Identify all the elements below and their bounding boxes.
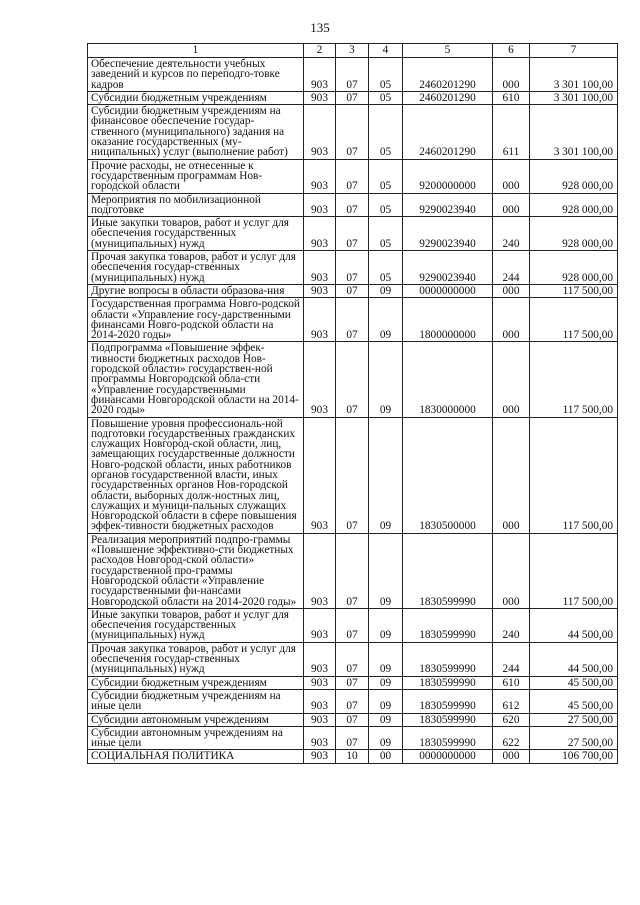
table-row [88,533,618,608]
table-row [88,105,618,159]
table-row [88,726,618,750]
row-expense-type: 244 [493,251,530,285]
row-name: Прочая закупка товаров, работ и услуг для обеспечения государ-ственных (муниципальных) нужд [88,251,304,285]
row-section: 07 [336,689,369,713]
row-name: Подпрограмма «Повышение эффек-тивности бюджетных расходов Нов-городской области» государствен-ной программы Новгородской обла-сти «Управление государственными финансами Новгородской области на 2014-2020 годы» [88,342,304,417]
row-section: 07 [336,713,369,726]
header-cell: 4 [369,44,403,58]
row-code-admin: 903 [304,642,336,676]
row-section: 07 [336,726,369,750]
row-code-admin: 903 [304,193,336,217]
row-code-admin: 903 [304,298,336,342]
row-amount: 3 301 100,00 [530,105,618,159]
row-target-code: 9290023940 [403,217,493,251]
table-row [88,608,618,642]
table-body [88,58,618,764]
row-code-admin: 903 [304,284,336,297]
row-name: Повышение уровня профессиональ-ной подготовки государственных гражданских служащих Новгород-ской области, лиц, замещающих государственные должности Новго-родской области, иных работников органов государственной власти, иных государственных органов Нов-городской области, выборных долж-ностных лиц, служащих и муници-пальных служащих Новгородской области в сфере повышения эффек-тивности бюджетных расходов [88,417,304,533]
row-subsection: 00 [369,750,403,763]
header-cell: 6 [493,44,530,58]
row-target-code: 1830599990 [403,642,493,676]
table-row [88,159,618,193]
row-subsection: 05 [369,105,403,159]
row-subsection: 05 [369,251,403,285]
row-subsection: 09 [369,608,403,642]
row-section: 07 [336,417,369,533]
table-row [88,642,618,676]
header-cell: 3 [336,44,369,58]
row-code-admin: 903 [304,689,336,713]
row-target-code: 1830599990 [403,676,493,689]
table-row [88,676,618,689]
row-code-admin: 903 [304,217,336,251]
row-target-code: 1830599990 [403,533,493,608]
row-expense-type: 610 [493,91,530,104]
row-section: 07 [336,342,369,417]
page-number: 135 [310,20,330,35]
row-amount: 3 301 100,00 [530,58,618,92]
header-cell: 2 [304,44,336,58]
row-target-code: 1830599990 [403,608,493,642]
row-subsection: 09 [369,298,403,342]
row-subsection: 09 [369,726,403,750]
row-target-code: 1830599990 [403,689,493,713]
row-expense-type: 000 [493,193,530,217]
row-subsection: 09 [369,713,403,726]
row-expense-type: 000 [493,298,530,342]
row-subsection: 05 [369,217,403,251]
row-amount: 928 000,00 [530,159,618,193]
row-code-admin: 903 [304,58,336,92]
row-name: Мероприятия по мобилизационной подготовке [88,193,304,217]
row-amount: 44 500,00 [530,608,618,642]
row-target-code: 1830599990 [403,726,493,750]
row-expense-type: 000 [493,533,530,608]
row-name: Иные закупки товаров, работ и услуг для обеспечения государственных (муниципальных) нужд [88,608,304,642]
row-code-admin: 903 [304,417,336,533]
row-subsection: 09 [369,284,403,297]
row-subsection: 05 [369,91,403,104]
row-amount: 27 500,00 [530,726,618,750]
header-row [88,44,618,58]
row-expense-type: 000 [493,58,530,92]
header-cell: 7 [530,44,618,58]
row-name: Субсидии автономным учреждениям [88,713,304,726]
row-name: Субсидии бюджетным учреждениям на иные цели [88,689,304,713]
row-expense-type: 000 [493,417,530,533]
row-name: Прочая закупка товаров, работ и услуг для обеспечения государ-ственных (муниципальных) нужд [88,642,304,676]
row-section: 07 [336,608,369,642]
row-name: Обеспечение деятельности учебных заведений и курсов по переподго-товке кадров [88,58,304,92]
row-subsection: 09 [369,689,403,713]
row-subsection: 09 [369,533,403,608]
row-section: 07 [336,298,369,342]
row-target-code: 0000000000 [403,750,493,763]
row-section: 10 [336,750,369,763]
header-cell: 5 [403,44,493,58]
row-expense-type: 612 [493,689,530,713]
row-amount: 106 700,00 [530,750,618,763]
row-subsection: 09 [369,642,403,676]
row-name: Субсидии бюджетным учреждениям [88,676,304,689]
row-code-admin: 903 [304,251,336,285]
row-name: Субсидии бюджетным учреждениям [88,91,304,104]
row-section: 07 [336,58,369,92]
table-row [88,342,618,417]
row-amount: 117 500,00 [530,342,618,417]
row-section: 07 [336,642,369,676]
row-amount: 3 301 100,00 [530,91,618,104]
row-section: 07 [336,251,369,285]
row-target-code: 2460201290 [403,58,493,92]
row-target-code: 2460201290 [403,105,493,159]
table-row [88,58,618,92]
row-code-admin: 903 [304,342,336,417]
table-row [88,298,618,342]
row-target-code: 1830500000 [403,417,493,533]
row-expense-type: 000 [493,159,530,193]
row-amount: 27 500,00 [530,713,618,726]
row-expense-type: 000 [493,342,530,417]
row-subsection: 05 [369,193,403,217]
row-section: 07 [336,91,369,104]
row-expense-type: 000 [493,750,530,763]
row-code-admin: 903 [304,713,336,726]
row-subsection: 09 [369,342,403,417]
row-section: 07 [336,193,369,217]
row-section: 07 [336,533,369,608]
row-name: Субсидии бюджетным учреждениям на финансовое обеспечение государ-ственного (муниципального) задания на оказание государственных (му-ниципальных) услуг (выполнение работ) [88,105,304,159]
row-target-code: 1830599990 [403,713,493,726]
row-section: 07 [336,284,369,297]
row-expense-type: 620 [493,713,530,726]
row-target-code: 9290023940 [403,193,493,217]
row-name: Государственная программа Новго-родской области «Управление госу-дарственными финансами Новго-родской области на 2014-2020 годы» [88,298,304,342]
row-code-admin: 903 [304,91,336,104]
row-code-admin: 903 [304,608,336,642]
row-target-code: 1800000000 [403,298,493,342]
row-subsection: 05 [369,58,403,92]
row-expense-type: 000 [493,284,530,297]
row-amount: 44 500,00 [530,642,618,676]
row-code-admin: 903 [304,105,336,159]
row-target-code: 2460201290 [403,91,493,104]
row-amount: 928 000,00 [530,251,618,285]
row-name: Другие вопросы в области образова-ния [88,284,304,297]
table-row [88,417,618,533]
row-name: Реализация мероприятий подпро-граммы «Повышение эффективно-сти бюджетных расходов Новгород-ской области» государственной про-граммы Новгородской области «Управление государственными фи-нансами Новгородской области на 2014-2020 годы» [88,533,304,608]
budget-table [87,43,618,764]
row-name: СОЦИАЛЬНАЯ ПОЛИТИКА [88,750,304,763]
table-row [88,284,618,297]
header-cell: 1 [88,44,304,58]
row-amount: 117 500,00 [530,284,618,297]
row-subsection: 05 [369,159,403,193]
row-expense-type: 240 [493,608,530,642]
row-code-admin: 903 [304,726,336,750]
row-code-admin: 903 [304,750,336,763]
row-code-admin: 903 [304,533,336,608]
row-code-admin: 903 [304,676,336,689]
row-amount: 117 500,00 [530,533,618,608]
row-amount: 45 500,00 [530,676,618,689]
row-target-code: 9200000000 [403,159,493,193]
row-subsection: 09 [369,417,403,533]
row-name: Прочие расходы, не отнесенные к государственным программам Нов-городской области [88,159,304,193]
row-amount: 928 000,00 [530,217,618,251]
row-section: 07 [336,159,369,193]
row-expense-type: 240 [493,217,530,251]
table-row [88,217,618,251]
row-amount: 117 500,00 [530,298,618,342]
table-row [88,91,618,104]
row-amount: 928 000,00 [530,193,618,217]
row-expense-type: 622 [493,726,530,750]
row-section: 07 [336,676,369,689]
row-section: 07 [336,105,369,159]
row-subsection: 09 [369,676,403,689]
row-code-admin: 903 [304,159,336,193]
row-section: 07 [336,217,369,251]
row-expense-type: 244 [493,642,530,676]
row-target-code: 1830000000 [403,342,493,417]
row-expense-type: 611 [493,105,530,159]
table-row [88,689,618,713]
row-target-code: 9290023940 [403,251,493,285]
row-target-code: 0000000000 [403,284,493,297]
row-amount: 117 500,00 [530,417,618,533]
row-name: Иные закупки товаров, работ и услуг для обеспечения государственных (муниципальных) нужд [88,217,304,251]
row-name: Субсидии автономным учреждениям на иные цели [88,726,304,750]
row-amount: 45 500,00 [530,689,618,713]
table-row [88,251,618,285]
row-expense-type: 610 [493,676,530,689]
table-row [88,750,618,763]
table-row [88,193,618,217]
table-row [88,713,618,726]
